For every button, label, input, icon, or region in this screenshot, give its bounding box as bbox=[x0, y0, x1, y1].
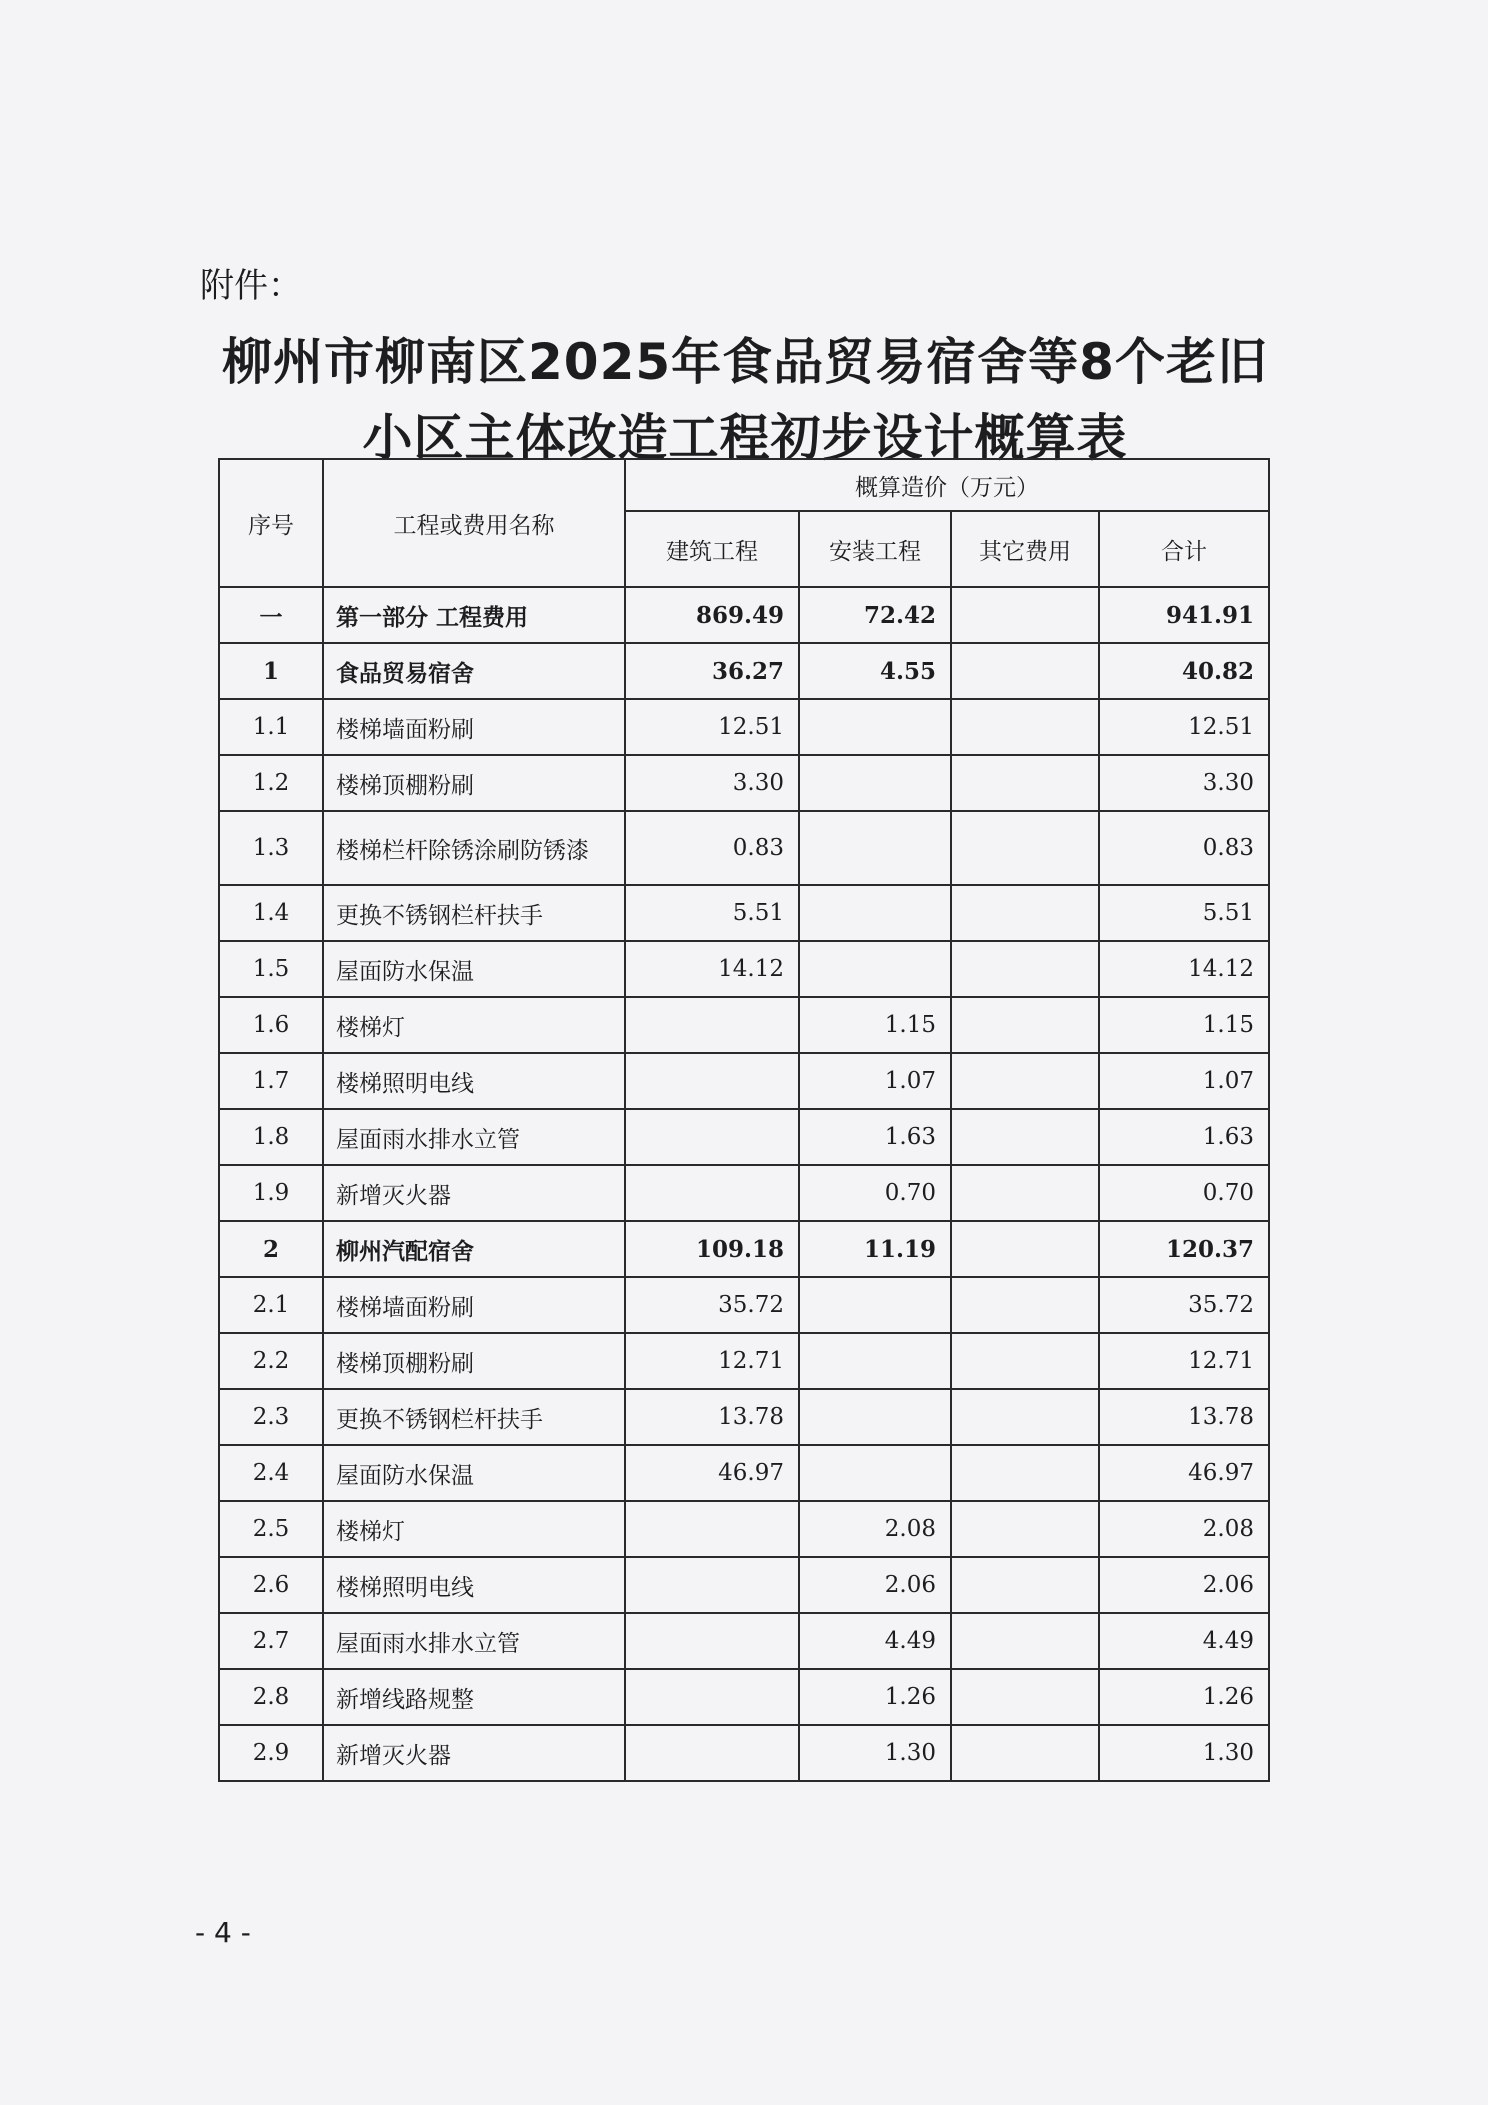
cell-name: 楼梯灯 bbox=[323, 1501, 625, 1557]
cell-installation bbox=[799, 1389, 951, 1445]
cell-other bbox=[951, 1053, 1099, 1109]
cell-construction: 46.97 bbox=[625, 1445, 799, 1501]
cell-name: 第一部分 工程费用 bbox=[323, 587, 625, 643]
cell-total: 5.51 bbox=[1099, 885, 1269, 941]
cell-installation: 1.07 bbox=[799, 1053, 951, 1109]
header-construction: 建筑工程 bbox=[625, 511, 799, 587]
cell-name: 楼梯顶棚粉刷 bbox=[323, 755, 625, 811]
cell-seq: 2.1 bbox=[219, 1277, 323, 1333]
cell-other bbox=[951, 587, 1099, 643]
cell-total: 3.30 bbox=[1099, 755, 1269, 811]
cell-other bbox=[951, 1109, 1099, 1165]
cell-construction: 36.27 bbox=[625, 643, 799, 699]
cell-total: 12.51 bbox=[1099, 699, 1269, 755]
cell-installation bbox=[799, 699, 951, 755]
cell-other bbox=[951, 885, 1099, 941]
cell-installation: 11.19 bbox=[799, 1221, 951, 1277]
cell-other bbox=[951, 1389, 1099, 1445]
cell-name: 屋面防水保温 bbox=[323, 1445, 625, 1501]
cell-name: 屋面雨水排水立管 bbox=[323, 1109, 625, 1165]
cell-other bbox=[951, 643, 1099, 699]
cell-installation bbox=[799, 885, 951, 941]
table-row bbox=[219, 699, 1269, 755]
cell-other bbox=[951, 811, 1099, 885]
cell-total: 1.30 bbox=[1099, 1725, 1269, 1781]
cell-other bbox=[951, 997, 1099, 1053]
cell-total: 120.37 bbox=[1099, 1221, 1269, 1277]
cell-name: 屋面雨水排水立管 bbox=[323, 1613, 625, 1669]
header-total: 合计 bbox=[1099, 511, 1269, 587]
cell-name: 新增线路规整 bbox=[323, 1669, 625, 1725]
cell-total: 1.26 bbox=[1099, 1669, 1269, 1725]
table-row bbox=[219, 1053, 1269, 1109]
cell-seq: 2.7 bbox=[219, 1613, 323, 1669]
cell-installation: 2.06 bbox=[799, 1557, 951, 1613]
cell-seq: 2.8 bbox=[219, 1669, 323, 1725]
table-row bbox=[219, 1221, 1269, 1277]
cell-seq: 1.7 bbox=[219, 1053, 323, 1109]
cell-name: 更换不锈钢栏杆扶手 bbox=[323, 885, 625, 941]
cell-seq: 1.6 bbox=[219, 997, 323, 1053]
cell-seq: 2.2 bbox=[219, 1333, 323, 1389]
cell-other bbox=[951, 1333, 1099, 1389]
cell-name: 楼梯栏杆除锈涂刷防锈漆 bbox=[323, 811, 625, 885]
page-number: - 4 - bbox=[195, 1916, 251, 1949]
cell-construction: 13.78 bbox=[625, 1389, 799, 1445]
table-row bbox=[219, 1613, 1269, 1669]
cell-total: 1.63 bbox=[1099, 1109, 1269, 1165]
cell-total: 1.15 bbox=[1099, 997, 1269, 1053]
table-row bbox=[219, 1165, 1269, 1221]
cell-construction bbox=[625, 1053, 799, 1109]
cell-total: 2.08 bbox=[1099, 1501, 1269, 1557]
cell-total: 46.97 bbox=[1099, 1445, 1269, 1501]
cell-installation: 2.08 bbox=[799, 1501, 951, 1557]
cell-installation: 1.63 bbox=[799, 1109, 951, 1165]
cell-name: 楼梯照明电线 bbox=[323, 1053, 625, 1109]
cell-total: 14.12 bbox=[1099, 941, 1269, 997]
cell-construction bbox=[625, 1165, 799, 1221]
cell-seq: 2.6 bbox=[219, 1557, 323, 1613]
cell-installation bbox=[799, 811, 951, 885]
cell-other bbox=[951, 1613, 1099, 1669]
attachment-label: 附件： bbox=[200, 266, 302, 306]
cell-construction bbox=[625, 1501, 799, 1557]
table-row bbox=[219, 1333, 1269, 1389]
cell-construction: 35.72 bbox=[625, 1277, 799, 1333]
cell-name: 新增灭火器 bbox=[323, 1165, 625, 1221]
cell-installation bbox=[799, 755, 951, 811]
table-row bbox=[219, 587, 1269, 643]
cell-installation: 0.70 bbox=[799, 1165, 951, 1221]
cell-installation bbox=[799, 941, 951, 997]
cell-other bbox=[951, 1725, 1099, 1781]
table-row bbox=[219, 885, 1269, 941]
table-row bbox=[219, 811, 1269, 885]
cell-construction: 14.12 bbox=[625, 941, 799, 997]
cell-seq: 1.4 bbox=[219, 885, 323, 941]
cell-installation: 1.30 bbox=[799, 1725, 951, 1781]
table-row bbox=[219, 997, 1269, 1053]
cell-total: 1.07 bbox=[1099, 1053, 1269, 1109]
cell-construction bbox=[625, 1725, 799, 1781]
document-title-line-2: 小区主体改造工程初步设计概算表 bbox=[362, 409, 1128, 467]
cell-total: 13.78 bbox=[1099, 1389, 1269, 1445]
cell-other bbox=[951, 1165, 1099, 1221]
table-row bbox=[219, 1109, 1269, 1165]
cell-seq: 2.9 bbox=[219, 1725, 323, 1781]
cell-installation bbox=[799, 1277, 951, 1333]
cell-total: 40.82 bbox=[1099, 643, 1269, 699]
cell-installation bbox=[799, 1333, 951, 1389]
cell-installation: 1.15 bbox=[799, 997, 951, 1053]
cell-seq: 1.3 bbox=[219, 811, 323, 885]
cell-name: 新增灭火器 bbox=[323, 1725, 625, 1781]
cell-seq: 2.4 bbox=[219, 1445, 323, 1501]
cell-seq: 2.3 bbox=[219, 1389, 323, 1445]
cell-name: 楼梯照明电线 bbox=[323, 1557, 625, 1613]
cell-construction: 0.83 bbox=[625, 811, 799, 885]
cell-other bbox=[951, 755, 1099, 811]
cell-name: 楼梯灯 bbox=[323, 997, 625, 1053]
table-row bbox=[219, 1389, 1269, 1445]
cell-construction bbox=[625, 1557, 799, 1613]
cell-seq: 1.9 bbox=[219, 1165, 323, 1221]
table-row bbox=[219, 1501, 1269, 1557]
cell-construction bbox=[625, 1109, 799, 1165]
table-row bbox=[219, 755, 1269, 811]
cell-name: 更换不锈钢栏杆扶手 bbox=[323, 1389, 625, 1445]
header-name: 工程或费用名称 bbox=[323, 459, 625, 587]
cell-name: 楼梯顶棚粉刷 bbox=[323, 1333, 625, 1389]
cell-seq: 1 bbox=[219, 643, 323, 699]
cell-seq: 一 bbox=[219, 587, 323, 643]
table-row bbox=[219, 1445, 1269, 1501]
header-seq: 序号 bbox=[219, 459, 323, 587]
budget-estimate-table bbox=[218, 458, 1270, 1782]
document-title-line-1: 柳州市柳南区2025年食品贸易宿舍等8个老旧 bbox=[222, 333, 1268, 391]
cell-total: 0.70 bbox=[1099, 1165, 1269, 1221]
cell-total: 12.71 bbox=[1099, 1333, 1269, 1389]
table-row bbox=[219, 1557, 1269, 1613]
cell-installation bbox=[799, 1445, 951, 1501]
cell-construction bbox=[625, 1669, 799, 1725]
cell-name: 柳州汽配宿舍 bbox=[323, 1221, 625, 1277]
cell-total: 4.49 bbox=[1099, 1613, 1269, 1669]
cell-other bbox=[951, 1501, 1099, 1557]
cell-construction: 5.51 bbox=[625, 885, 799, 941]
cell-construction: 109.18 bbox=[625, 1221, 799, 1277]
cell-construction: 3.30 bbox=[625, 755, 799, 811]
cell-total: 941.91 bbox=[1099, 587, 1269, 643]
header-installation: 安装工程 bbox=[799, 511, 951, 587]
cell-other bbox=[951, 1669, 1099, 1725]
cell-total: 0.83 bbox=[1099, 811, 1269, 885]
cell-installation: 4.55 bbox=[799, 643, 951, 699]
cell-seq: 2.5 bbox=[219, 1501, 323, 1557]
cell-installation: 4.49 bbox=[799, 1613, 951, 1669]
cell-construction bbox=[625, 997, 799, 1053]
cell-other bbox=[951, 699, 1099, 755]
cell-other bbox=[951, 1221, 1099, 1277]
cell-total: 35.72 bbox=[1099, 1277, 1269, 1333]
cell-seq: 2 bbox=[219, 1221, 323, 1277]
cell-construction: 869.49 bbox=[625, 587, 799, 643]
table-body bbox=[219, 587, 1269, 1781]
table-row bbox=[219, 941, 1269, 997]
cell-name: 楼梯墙面粉刷 bbox=[323, 1277, 625, 1333]
cell-construction bbox=[625, 1613, 799, 1669]
cell-total: 2.06 bbox=[1099, 1557, 1269, 1613]
cell-other bbox=[951, 1445, 1099, 1501]
cell-name: 屋面防水保温 bbox=[323, 941, 625, 997]
cell-construction: 12.51 bbox=[625, 699, 799, 755]
cell-name: 楼梯墙面粉刷 bbox=[323, 699, 625, 755]
cell-seq: 1.8 bbox=[219, 1109, 323, 1165]
header-other: 其它费用 bbox=[951, 511, 1099, 587]
cell-construction: 12.71 bbox=[625, 1333, 799, 1389]
table-row bbox=[219, 1277, 1269, 1333]
cell-name: 食品贸易宿舍 bbox=[323, 643, 625, 699]
cell-other bbox=[951, 1557, 1099, 1613]
cell-seq: 1.5 bbox=[219, 941, 323, 997]
cell-seq: 1.2 bbox=[219, 755, 323, 811]
table-row bbox=[219, 1725, 1269, 1781]
header-cost-group: 概算造价（万元） bbox=[625, 459, 1269, 511]
table-row bbox=[219, 643, 1269, 699]
cell-seq: 1.1 bbox=[219, 699, 323, 755]
cell-other bbox=[951, 1277, 1099, 1333]
cell-installation: 72.42 bbox=[799, 587, 951, 643]
table-row bbox=[219, 1669, 1269, 1725]
cell-installation: 1.26 bbox=[799, 1669, 951, 1725]
cell-other bbox=[951, 941, 1099, 997]
